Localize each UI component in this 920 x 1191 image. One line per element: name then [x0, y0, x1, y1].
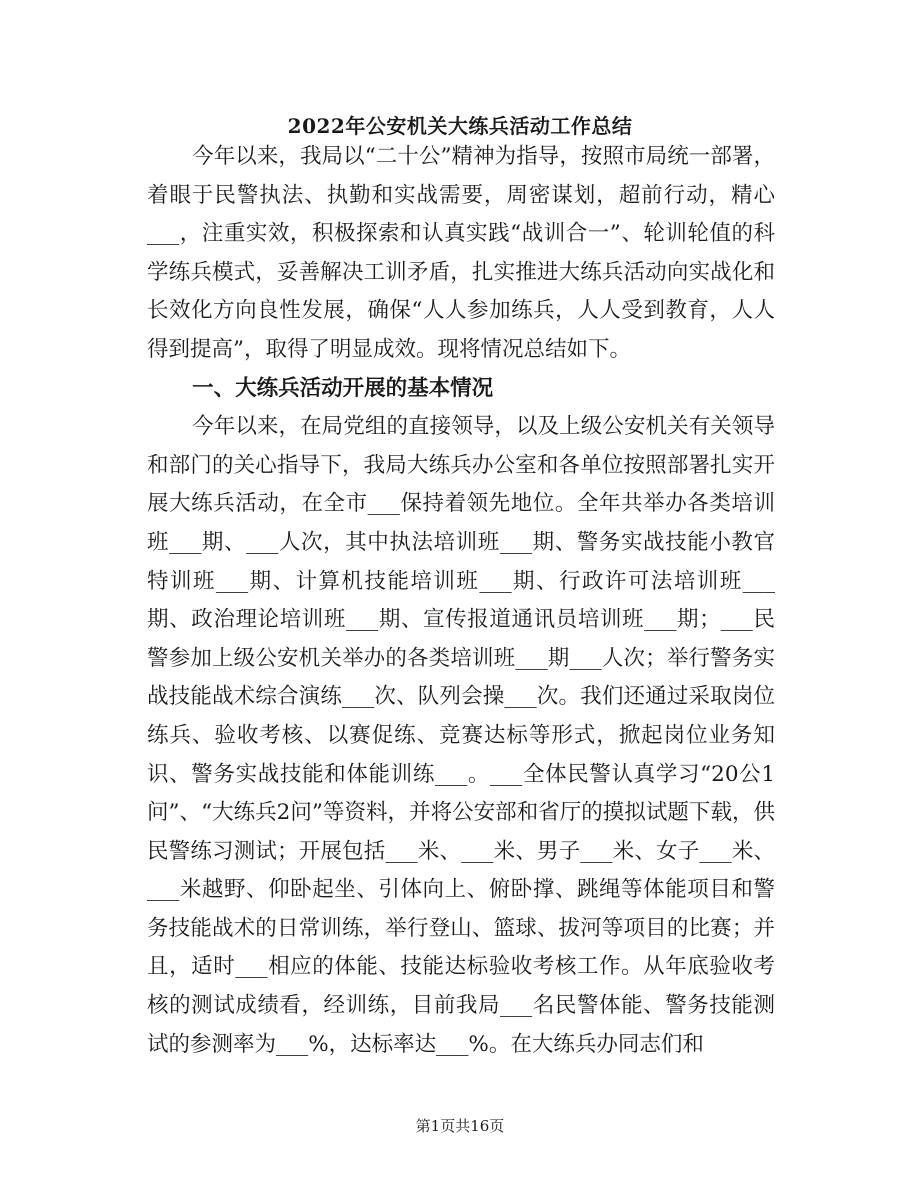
section-heading: 一、大练兵活动开展的基本情况: [192, 375, 494, 401]
page-footer: 第1页共16页: [415, 1117, 505, 1135]
section-paragraph: 今年以来，在局党组的直接领导，以及上级公安机关有关领导和部门的关心指导下，我局大练兵办公室和各单位按照部署扎实开展大练兵活动，在全市___保持着领先地位。全年共举办各类培训班___期、___人次，其中执法培训班___期、警务实战技能小教官特训班___期、计算机技能培训班___期、行政许可法培训班___期、政治理论培训班___期、宣传报道通讯员培训班___期；___民警参加上级公安机关举办的各类培训班___期___人次；举行警务实战技能战术综合演练___次、队列会操___次。我们还通过采取岗位练兵、验收考核、以赛促练、竞赛达标等形式，掀起岗位业务知识、警务实战技能和体能训练___。___全体民警认真学习“20公1问”、“大练兵2问”等资料，并将公安部和省厅的摸拟试题下载，供民警练习测试；开展包括___米、___米、男子___米、女子___米、___米越野、仰卧起坐、引体向上、俯卧撑、跳绳等体能项目和警务技能战术的日常训练，举行登山、篮球、拔河等项目的比赛；并且，适时___相应的体能、技能达标验收考核工作。从年底验收考核的测试成绩看，经训练，目前我局___名民警体能、警务技能测试的参测率为___%，达标率达___%。在大练兵办同志们和: [147, 414, 775, 1057]
document-body: [147, 138, 775, 1064]
document-title: 2022年公安机关大练兵活动工作总结: [287, 114, 633, 138]
intro-paragraph: 今年以来，我局以“二十公”精神为指导，按照市局统一部署，着眼于民警执法、执勤和实战需要，周密谋划，超前行动，精心___，注重实效，积极探索和认真实践“战训合一”、轮训轮值的科学练兵模式，妥善解决工训矛盾，扎实推进大练兵活动向实战化和长效化方向良性发展，确保“人人参加练兵，人人受到教育，人人得到提高”，取得了明显成效。现将情况总结如下。: [147, 144, 775, 362]
